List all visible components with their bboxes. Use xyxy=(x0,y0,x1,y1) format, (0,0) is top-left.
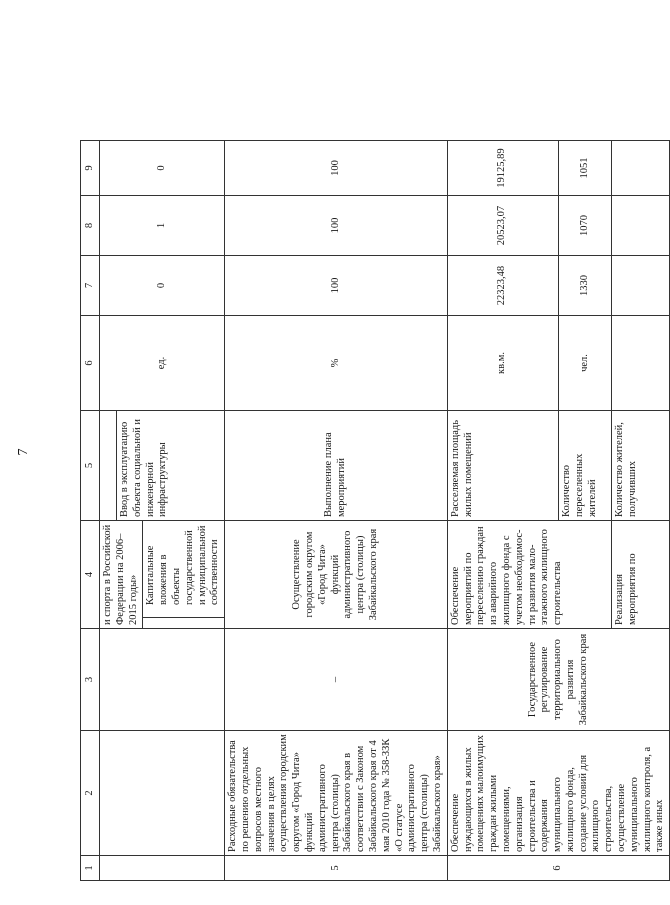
cont-col4: и спорта в Российской Федерации на 2006–2015 годы» xyxy=(100,521,143,628)
row6-col2: Обеспечение нуждающихся в жилых помещениях малоимущих граждан жилыми помещениями, организация строительства и содержания муниципального жилищного фонда, создание условий для жилищного строительства, осуществление муниципального жилищного контроля, а также иных xyxy=(447,731,670,856)
row5-col5: Выполнение плана мероприятий xyxy=(225,411,448,521)
table-row xyxy=(447,141,558,881)
row6-num: 6 xyxy=(447,856,670,881)
table-row xyxy=(100,141,225,881)
cont-col9: 0 xyxy=(100,141,225,196)
row6-a-col6a: кв.м. xyxy=(447,316,558,411)
program-indicators-table xyxy=(80,140,670,881)
row6-a-col9b: 1051 xyxy=(558,141,611,196)
header-cell: 2 xyxy=(81,731,100,856)
table-row xyxy=(225,141,448,881)
page-number: 7 xyxy=(16,448,31,456)
row5-col7: 100 xyxy=(225,256,448,316)
row5-col4: Осуществление городским округом «Город Чита» функций административного центра (столицы) Забайкальского края xyxy=(225,521,448,629)
row6-a-col9a: 19125,89 xyxy=(447,141,558,196)
row6-a-col4: Обеспечение мероприятий по переселению граждан из аварийного жилищного фонда с учетом необходимос-ти развития мало-этажного жилищного строительства xyxy=(447,521,611,629)
cont-col6: ед. xyxy=(100,316,225,411)
header-cell: 5 xyxy=(81,411,100,521)
row5-col9: 100 xyxy=(225,141,448,196)
row6-col3: Государственное регулирование территориального развития Забайкальского края xyxy=(447,629,670,731)
row6-a-col8b: 1070 xyxy=(558,196,611,256)
row6-a-col7b: 1330 xyxy=(558,256,611,316)
row5-num: 5 xyxy=(225,856,448,881)
cont-col5: Ввод в эксплуатацию объекта социальной и инженерной инфраструктуры xyxy=(119,418,169,517)
row6-b-col5: Количество жителей, получивших xyxy=(612,411,670,521)
row5-col8: 100 xyxy=(225,196,448,256)
header-cell: 6 xyxy=(81,316,100,411)
row6-a-col7a: 22323,48 xyxy=(447,256,558,316)
header-cell: 3 xyxy=(81,629,100,731)
row6-a-col5a: Расселяемая площадь жилых помещений xyxy=(447,411,558,521)
header-cell: 4 xyxy=(81,521,100,629)
row6-a-col5b: Количество переселенных жителей xyxy=(558,411,611,521)
header-cell: 7 xyxy=(81,256,100,316)
cont-col8: 1 xyxy=(100,196,225,256)
row5-col2: Расходные обязательства по решению отдельных вопросов местного значения в целях осуществления городским округом «Город Чита» функций административного центра (столицы) Забайкальского края в соответствии с Законом Забайкальского края от 4 мая 2010 года № 358-ЗЗК «О статусе административного центра (столицы) Забайкальского края» xyxy=(225,731,448,856)
header-cell: 9 xyxy=(81,141,100,196)
row6-a-col6b: чел. xyxy=(558,316,611,411)
cont-col7: 0 xyxy=(100,256,225,316)
row6-a-col8a: 20523,07 xyxy=(447,196,558,256)
row5-col6: % xyxy=(225,316,448,411)
cont-col4-sub: Капитальные вложения в объекты государственной и муниципальной собственности xyxy=(143,521,224,618)
row6-b-col4: Реализация мероприятия по xyxy=(612,521,670,629)
header-cell: 1 xyxy=(81,856,100,881)
header-row xyxy=(81,141,100,881)
header-cell: 8 xyxy=(81,196,100,256)
row5-col3: – xyxy=(225,629,448,731)
